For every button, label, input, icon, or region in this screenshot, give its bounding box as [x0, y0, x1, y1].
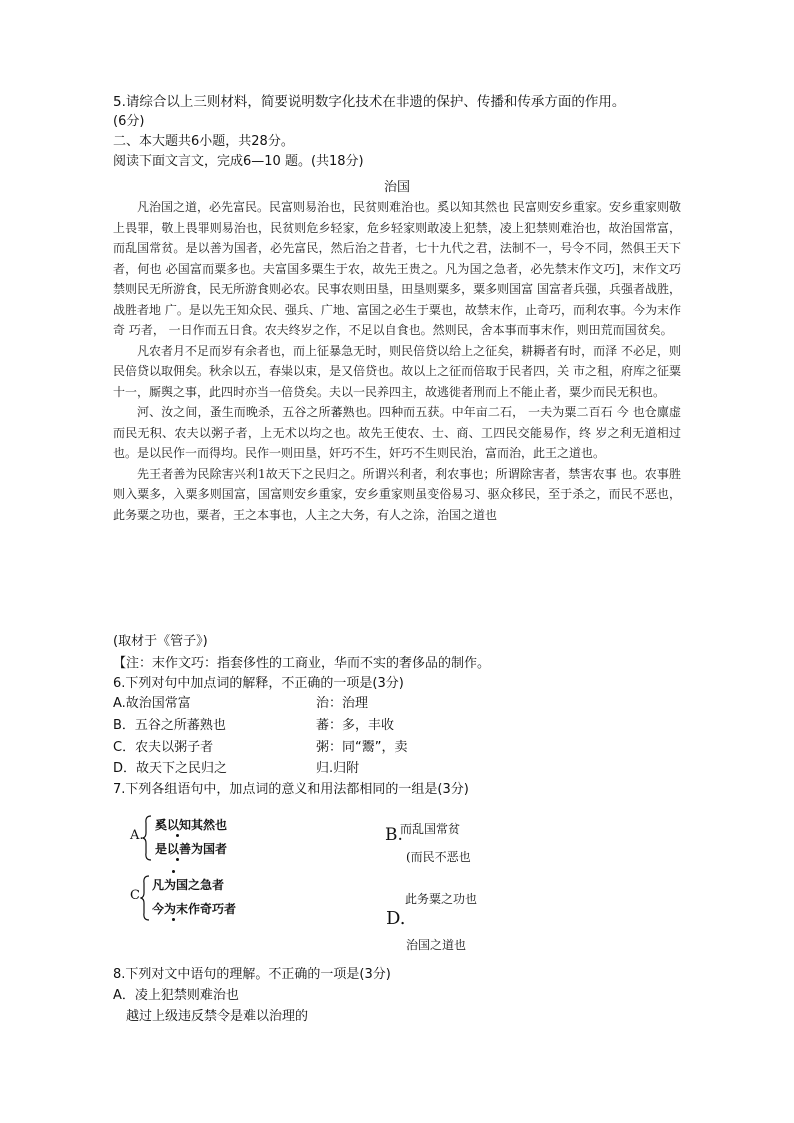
q7-option-c-label: C — [130, 888, 140, 903]
brace-icon — [142, 815, 152, 861]
q6-option-d-gloss: 归.归附 — [316, 761, 360, 776]
q7-option-a-line-1: 奚以知其然也 — [155, 818, 228, 832]
q8-option-a-explanation: 越过上级违反禁令是难以治理的 — [126, 1009, 309, 1024]
q7-option-c-line-1: 凡为国之急者 — [152, 878, 225, 892]
q6-option-d: D．故天下之民归之 — [113, 761, 228, 776]
q6-option-c-gloss: 粥：同“鬻”，卖 — [316, 740, 408, 755]
annotation-note: 【注：末作文巧：指套侈性的工商业，华而不实的奢侈品的制作。 — [113, 656, 491, 671]
section-heading: 二、本大题共6小题，共28分。 — [113, 134, 294, 149]
paragraph-2: 凡农者月不足而岁有余者也，而上征暴急无时，则民倍贷以给上之征矣，耕耨者有时，而泽 不必足，则民倍贷以取佣矣。秋余以五，春粜以束，是又倍贷也。故以上之征而倍取于民者四，关 市之租，府库之征粟十一，厮舆之事，此四时亦当一倍贷矣。夫以一民养四主，故逃徙者刑而上不能止者，粟少而民无积也。 — [113, 343, 681, 399]
paragraph-3: 河、汝之间，蚤生而晚杀，五谷之所蕃熟也。四种而五获。中年亩二石， 一夫为粟二百石 今 也仓廪虚而民无积、农夫以粥子者，上无术以均之也。故先王使农、士、商、工四民交能易作，终 岁之利无道相过也。是以民作一而得均。民作一则田垦，奸巧不生，奸巧不生则民治，富而治，此王之道也。 — [113, 405, 681, 460]
reading-intro: 阅读下面文言文，完成6—10 题。(共18分) — [113, 154, 364, 169]
q6-option-a: A.故治国常富 — [113, 696, 191, 711]
q7-option-c-line-2: 今为末作奇巧者 — [152, 902, 237, 916]
emphasis-dot-icon — [172, 870, 175, 873]
q6-option-c: C．农夫以粥子者 — [113, 740, 214, 755]
emphasis-dot-icon — [172, 918, 175, 921]
source-citation: (取材于《管子》) — [113, 634, 208, 649]
paragraph-4: 先王者善为民除害兴利1故天下之民归之。所谓兴利者，利农事也；所谓除害者，禁害农事 也。农事胜则入粟多，入粟多则国富，国富则安乡重家，安乡重家则虽变俗易习、驱众移民，至于杀之，而民不恶也，此务粟之功也，粟者，王之本事也，人主之大务，有人之涂，治国之道也 — [113, 466, 681, 522]
question-7: 7.下列各组语句中，加点词的意义和用法都相同的一组是(3分) — [113, 782, 469, 797]
q7-option-d-line-1: 此务粟之功也 — [405, 892, 478, 906]
q7-option-d-label: D. — [386, 908, 406, 929]
q7-option-a-label: A. — [130, 828, 144, 843]
emphasis-dot-icon — [176, 834, 179, 837]
question-6: 6.下列对句中加点词的解释，不正确的一项是(3分) — [113, 676, 404, 691]
emphasis-dot-icon — [176, 858, 179, 861]
q8-option-a: A．凌上犯禁则难治也 — [113, 988, 239, 1003]
question-8: 8.下列对文中语句的理解。不正确的一项是(3分) — [113, 967, 391, 982]
question-5: 5.请综合以上三则材料，简要说明数字化技术在非遗的保护、传播和传承方面的作用。 — [113, 94, 626, 110]
q7-option-b-line-2: (而民不恶也 — [406, 850, 471, 864]
q6-option-b-gloss: 蕃：多，丰收 — [316, 718, 395, 733]
q6-option-a-gloss: 治：治理 — [316, 696, 369, 711]
passage-title: 治国 — [383, 180, 410, 195]
question-5-score: (6分) — [113, 114, 145, 129]
q7-option-a-line-2: 是以善为国者 — [155, 842, 228, 856]
q7-option-b-line-1: 而乱国常贫 — [400, 822, 461, 836]
q7-option-b-label: B. — [385, 825, 403, 845]
paragraph-1: 凡治国之道，必先富民。民富则易治也，民贫则难治也。奚以知其然也 民富则安乡重家。安乡重家则敬上畏罪，敬上畏罪则易治也，民贫则危乡轻家，危乡轻家则敢凌上犯禁，凌上犯禁则难治也，故治国常富，而乱国常贫。是以善为国者，必先富民，然后治之昔者，七十九代之君，法制不一，号令不同，然俱王天下者，何也 必国富而粟多也。夫富国多粟生于农，故先王贵之。凡为国之急者，必先禁末作文巧]，末作文巧禁则民无所游食，民无所游食则必农。民事农则田垦，田垦则粟多，粟多则国富 国富者兵强，兵强者战胜，战胜者地 广。是以先王知众民、强兵、广地、富国之必生于粟也，故禁末作，止奇巧，而利农事。今为末作奇 巧者， 一日作而五日食。农夫终岁之作，不足以自食也。然则民，舍本事而事末作，则田荒而国贫矣。 — [113, 200, 681, 337]
q6-option-b: B．五谷之所蕃熟也 — [113, 718, 226, 733]
q7-option-d-line-2: 治国之道也 — [406, 938, 467, 952]
passage-body — [113, 197, 681, 525]
brace-icon — [140, 875, 150, 921]
